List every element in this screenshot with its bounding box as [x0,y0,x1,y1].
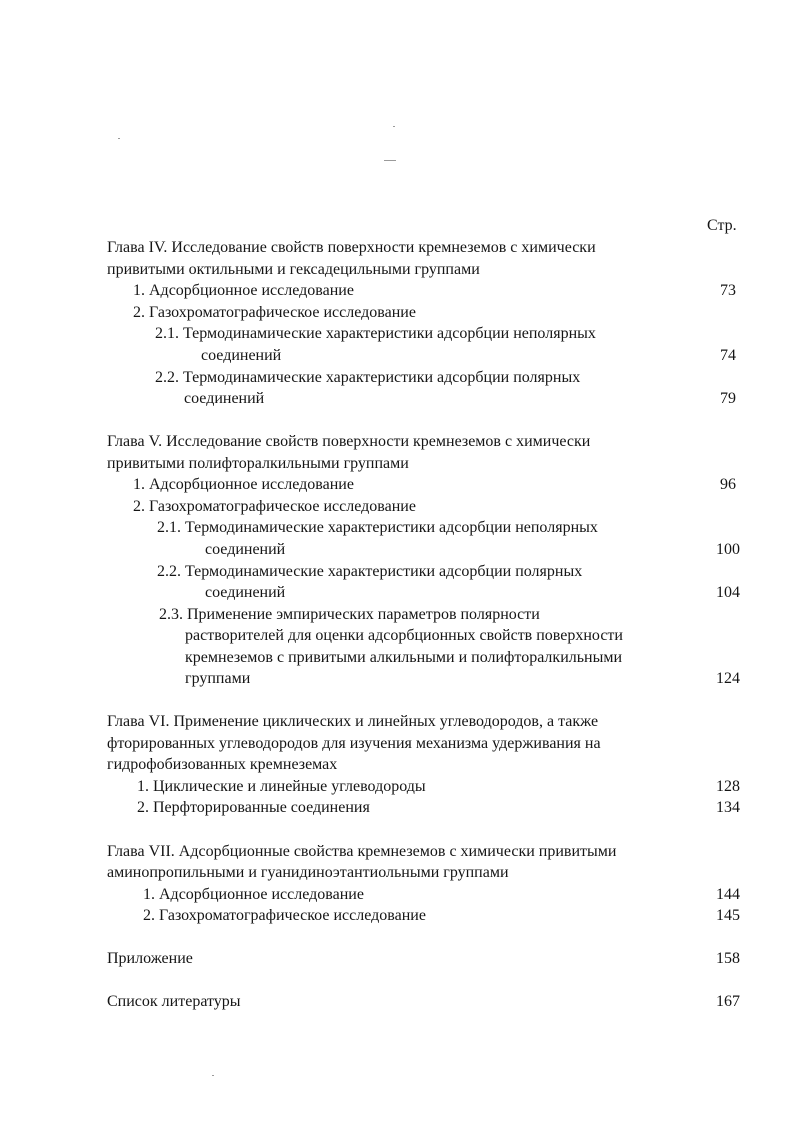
chapter-6-title-line-3: гидрофобизованных кремнеземах [107,756,338,773]
chapter-6-section-1-page: 128 [716,778,740,795]
chapter-5-section-2-3-line-3: кремнеземов с привитыми алкильными и полифторалкильными [185,649,623,666]
chapter-6-title-line-1: Глава VI. Применение циклических и линейных углеводородов, а также [107,713,599,730]
page-column-label: Стр. [707,217,737,234]
chapter-6-title-line-2: фторированных углеводородов для изучения механизма удерживания на [107,735,601,752]
chapter-5-section-2-3-line-2: растворителей для оценки адсорбционных свойств поверхности [185,627,623,644]
chapter-6-section-2-page: 134 [716,799,740,816]
chapter-5-section-2-2-page: 104 [716,584,740,601]
scan-speck [384,160,396,161]
chapter-7-section-1-page: 144 [716,886,740,903]
scan-speck [393,126,395,127]
chapter-5-section-2-2-line-2: соединений [205,584,286,601]
chapter-7-section-2-page: 145 [716,907,740,924]
chapter-5-section-2-1-line-2: соединений [205,541,286,558]
chapter-5-section-1: 1. Адсорбционное исследование [133,476,354,493]
chapter-6-section-1: 1. Циклические и линейные углеводороды [137,778,426,795]
chapter-4-section-2-1-page: 74 [720,347,736,364]
chapter-4-section-2-1-line-2: соединений [201,347,282,364]
chapter-5-title-line-2: привитыми полифторалкильными группами [107,455,409,472]
chapter-4-section-1-page: 73 [720,282,736,299]
chapter-6-section-2: 2. Перфторированные соединения [137,799,370,816]
chapter-7-section-1: 1. Адсорбционное исследование [143,886,364,903]
chapter-4-section-2-1-line-1: 2.1. Термодинамические характеристики адсорбции неполярных [155,325,596,342]
chapter-4-section-2-2-line-2: соединений [184,390,265,407]
scan-speck [118,138,120,139]
chapter-4-title-line-2: привитыми октильными и гексадецильными группами [107,261,480,278]
appendix-label: Приложение [107,950,193,967]
references-page: 167 [716,993,740,1010]
chapter-5-title-line-1: Глава V. Исследование свойств поверхности кремнеземов с химически [107,433,591,450]
chapter-5-section-2-1-page: 100 [716,541,740,558]
chapter-4-section-2-2-page: 79 [720,390,736,407]
chapter-5-section-1-page: 96 [720,476,736,493]
chapter-5-section-2: 2. Газохроматографическое исследование [133,498,416,515]
chapter-7-title-line-2: аминопропильными и гуанидиноэтантиольными группами [107,864,509,881]
chapter-4-title-line-1: Глава IV. Исследование свойств поверхности кремнеземов с химически [107,239,596,256]
chapter-5-section-2-3-line-4: группами [185,670,251,687]
chapter-4-section-1: 1. Адсорбционное исследование [133,282,354,299]
chapter-5-section-2-3-line-1: 2.3. Применение эмпирических параметров полярности [159,606,540,623]
chapter-7-title-line-1: Глава VII. Адсорбционные свойства кремнеземов с химически привитыми [107,843,617,860]
chapter-4-section-2: 2. Газохроматографическое исследование [133,304,416,321]
chapter-5-section-2-2-line-1: 2.2. Термодинамические характеристики адсорбции полярных [157,563,583,580]
scan-speck [212,1075,214,1076]
references-label: Список литературы [107,993,241,1010]
chapter-5-section-2-3-page: 124 [716,670,740,687]
appendix-page: 158 [716,950,740,967]
chapter-7-section-2: 2. Газохроматографическое исследование [143,907,426,924]
chapter-5-section-2-1-line-1: 2.1. Термодинамические характеристики адсорбции неполярных [157,519,598,536]
chapter-4-section-2-2-line-1: 2.2. Термодинамические характеристики адсорбции полярных [155,369,581,386]
